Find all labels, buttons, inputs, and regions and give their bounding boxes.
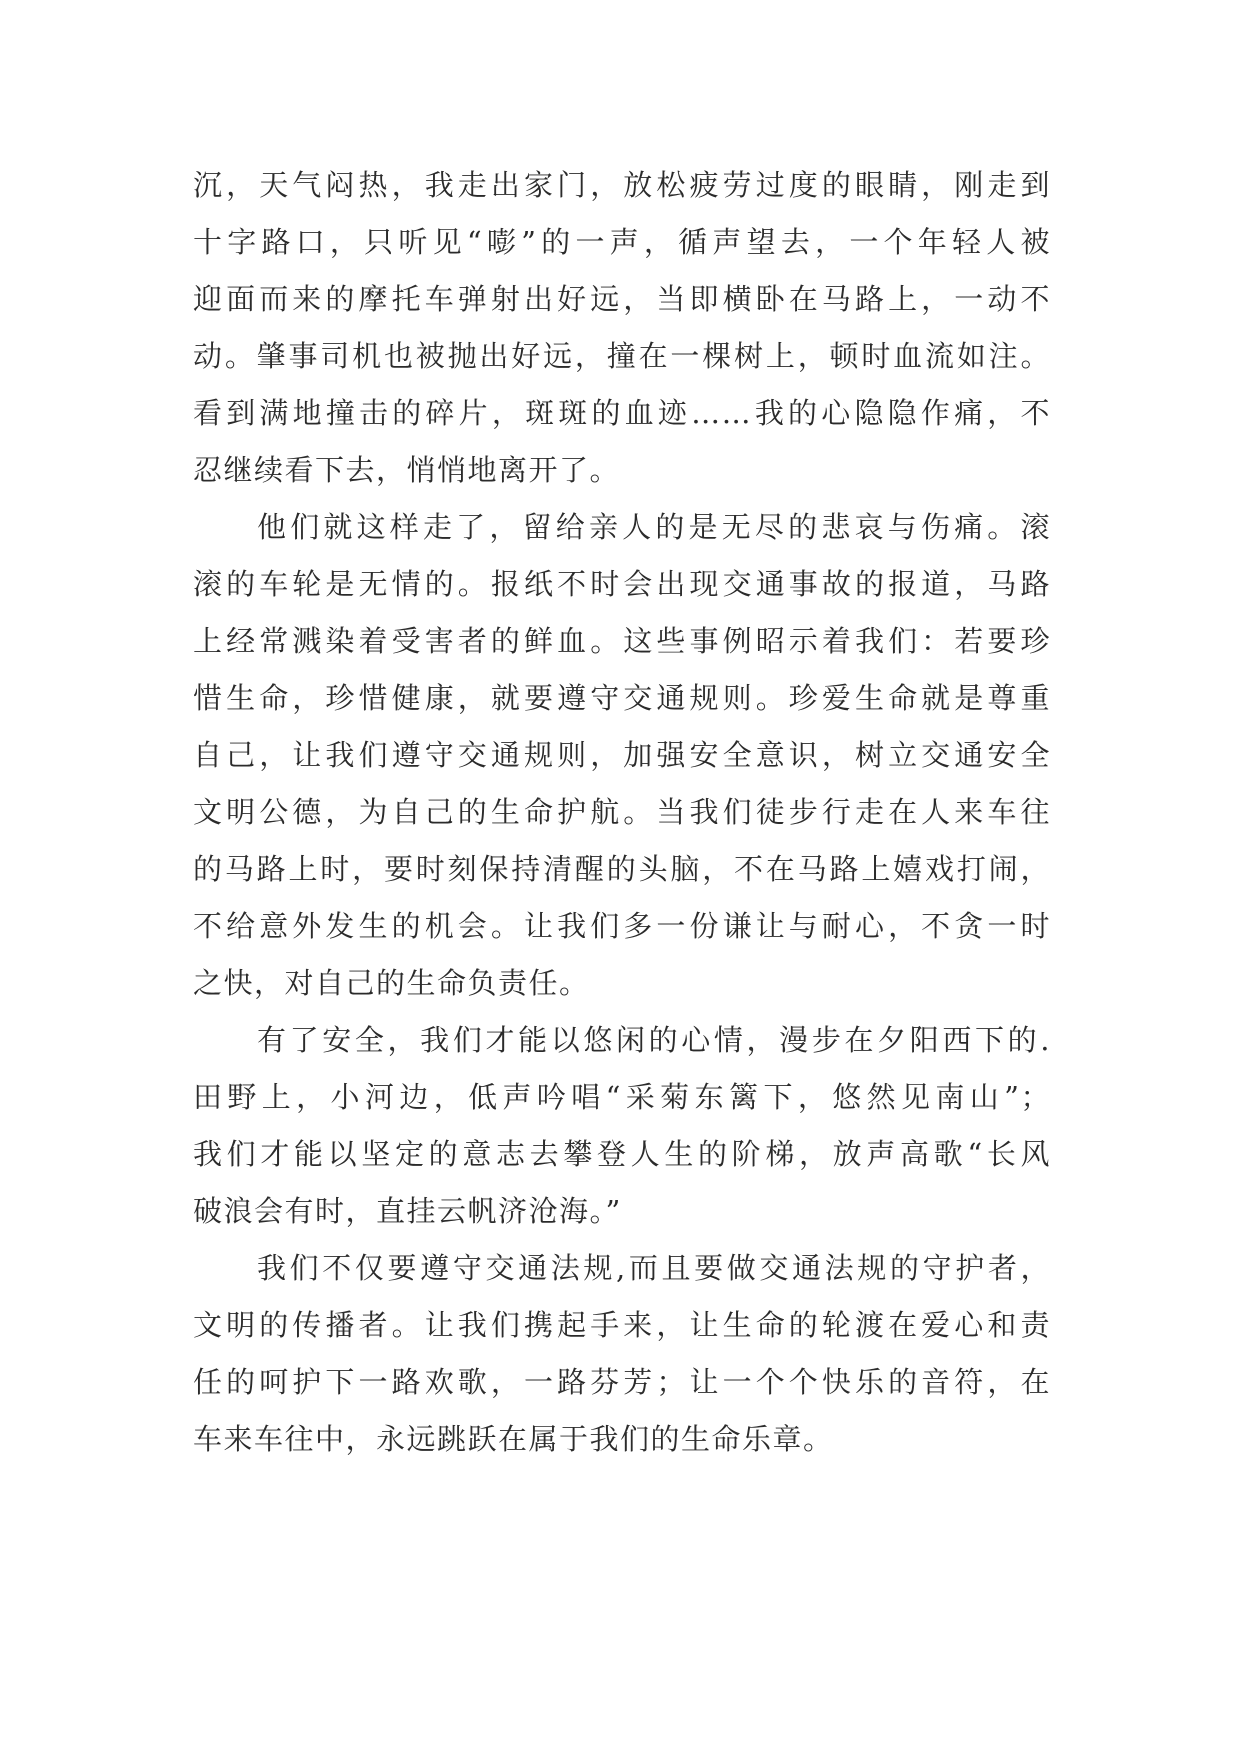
paragraph-1 — [193, 157, 1051, 499]
text-line: 任的呵护下一路欢歌，一路芬芳；让一个个快乐的音符，在 — [193, 1365, 1051, 1399]
text-line: 动。肇事司机也被抛出好远，撞在一棵树上，顿时血流如注。 — [193, 339, 1051, 373]
text-line: 沉，天气闷热，我走出家门，放松疲劳过度的眼睛，刚走到 — [193, 168, 1051, 202]
text-line: 滚的车轮是无情的。报纸不时会出现交通事故的报道，马路 — [193, 567, 1051, 601]
paragraph-2 — [193, 499, 1051, 1012]
text-line: 文明公德，为自己的生命护航。当我们徒步行走在人来车往 — [193, 795, 1051, 829]
text-line: 我们才能以坚定的意志去攀登人生的阶梯，放声高歌“长风 — [193, 1137, 1051, 1171]
text-line: 上经常溅染着受害者的鲜血。这些事例昭示着我们：若要珍 — [193, 624, 1051, 658]
paragraph-3 — [193, 1012, 1051, 1240]
text-line: 不给意外发生的机会。让我们多一份谦让与耐心，不贪一时 — [193, 909, 1051, 943]
paragraph-4 — [193, 1240, 1051, 1468]
text-line: 车来车往中，永远跳跃在属于我们的生命乐章。 — [193, 1422, 834, 1456]
text-line: 迎面而来的摩托车弹射出好远，当即横卧在马路上，一动不 — [193, 282, 1051, 316]
text-line: 惜生命，珍惜健康，就要遵守交通规则。珍爱生命就是尊重 — [193, 681, 1051, 715]
text-line: 忍继续看下去，悄悄地离开了。 — [193, 453, 621, 487]
text-line: 之快，对自己的生命负责任。 — [193, 966, 590, 1000]
text-line: 文明的传播者。让我们携起手来，让生命的轮渡在爱心和责 — [193, 1308, 1051, 1342]
text-line: 他们就这样走了，留给亲人的是无尽的悲哀与伤痛。滚 — [257, 510, 1051, 544]
text-line: 的马路上时，要时刻保持清醒的头脑，不在马路上嬉戏打闹， — [193, 852, 1051, 886]
text-line: 自己，让我们遵守交通规则，加强安全意识，树立交通安全 — [193, 738, 1051, 772]
text-line: 破浪会有时，直挂云帆济沧海。” — [193, 1194, 622, 1228]
text-line: 我们不仅要遵守交通法规,而且要做交通法规的守护者， — [257, 1251, 1051, 1285]
text-line: 有了安全，我们才能以悠闲的心情，漫步在夕阳西下的. — [257, 1023, 1051, 1057]
article-body — [193, 157, 1051, 1468]
text-line: 田野上，小河边，低声吟唱“采菊东篱下，悠然见南山”； — [193, 1080, 1051, 1114]
text-line: 十字路口，只听见“嘭”的一声，循声望去，一个年轻人被 — [193, 225, 1051, 259]
text-line: 看到满地撞击的碎片，斑斑的血迹……我的心隐隐作痛，不 — [193, 396, 1051, 430]
